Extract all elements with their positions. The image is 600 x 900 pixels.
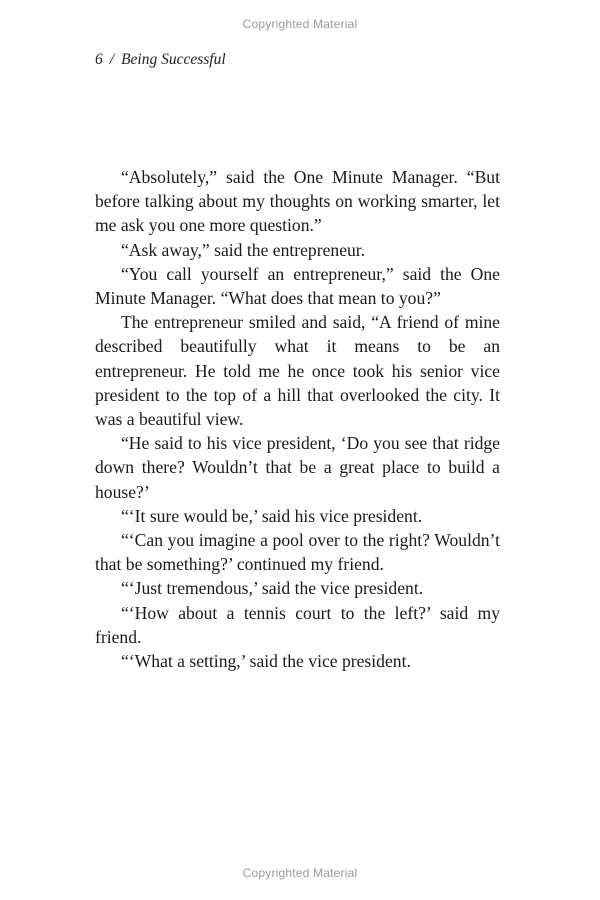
paragraph: “He said to his vice president, ‘Do you see that ridge down there? Wouldn’t that be a great place to build a house?’ <box>95 433 500 502</box>
paragraph: “You call yourself an entrepreneur,” said the One Minute Manager. “What does that mean to you?” <box>95 263 500 309</box>
paragraph: “Absolutely,” said the One Minute Manager. “But before talking about my thoughts on working smarter, let me ask you one more question.” <box>95 167 500 236</box>
paragraph: “‘What a setting,’ said the vice president. <box>121 651 411 672</box>
page-number: 6 <box>95 51 103 68</box>
running-head <box>95 51 226 69</box>
paragraph: “‘How about a tennis court to the left?’ said my friend. <box>95 602 500 647</box>
paragraph: “‘Just tremendous,’ said the vice president. <box>121 578 424 599</box>
copyright-watermark-bottom: Copyrighted Material <box>242 866 358 880</box>
running-head-title: Being Successful <box>121 51 226 68</box>
paragraph: “Ask away,” said the entrepreneur. <box>121 239 366 260</box>
running-head-separator: / <box>109 51 115 68</box>
body-text <box>95 165 500 673</box>
paragraph: The entrepreneur smiled and said, “A friend of mine described beautifully what it means to be an entrepreneur. He told me he once took his senior vice president to the top of a hill that overlooked the city. It was a beautiful view. <box>95 312 500 430</box>
paragraph: “‘It sure would be,’ said his vice president. <box>121 505 423 526</box>
copyright-watermark-top: Copyrighted Material <box>242 17 358 31</box>
paragraph: “‘Can you imagine a pool over to the right? Wouldn’t that be something?’ continued my friend. <box>95 530 500 575</box>
